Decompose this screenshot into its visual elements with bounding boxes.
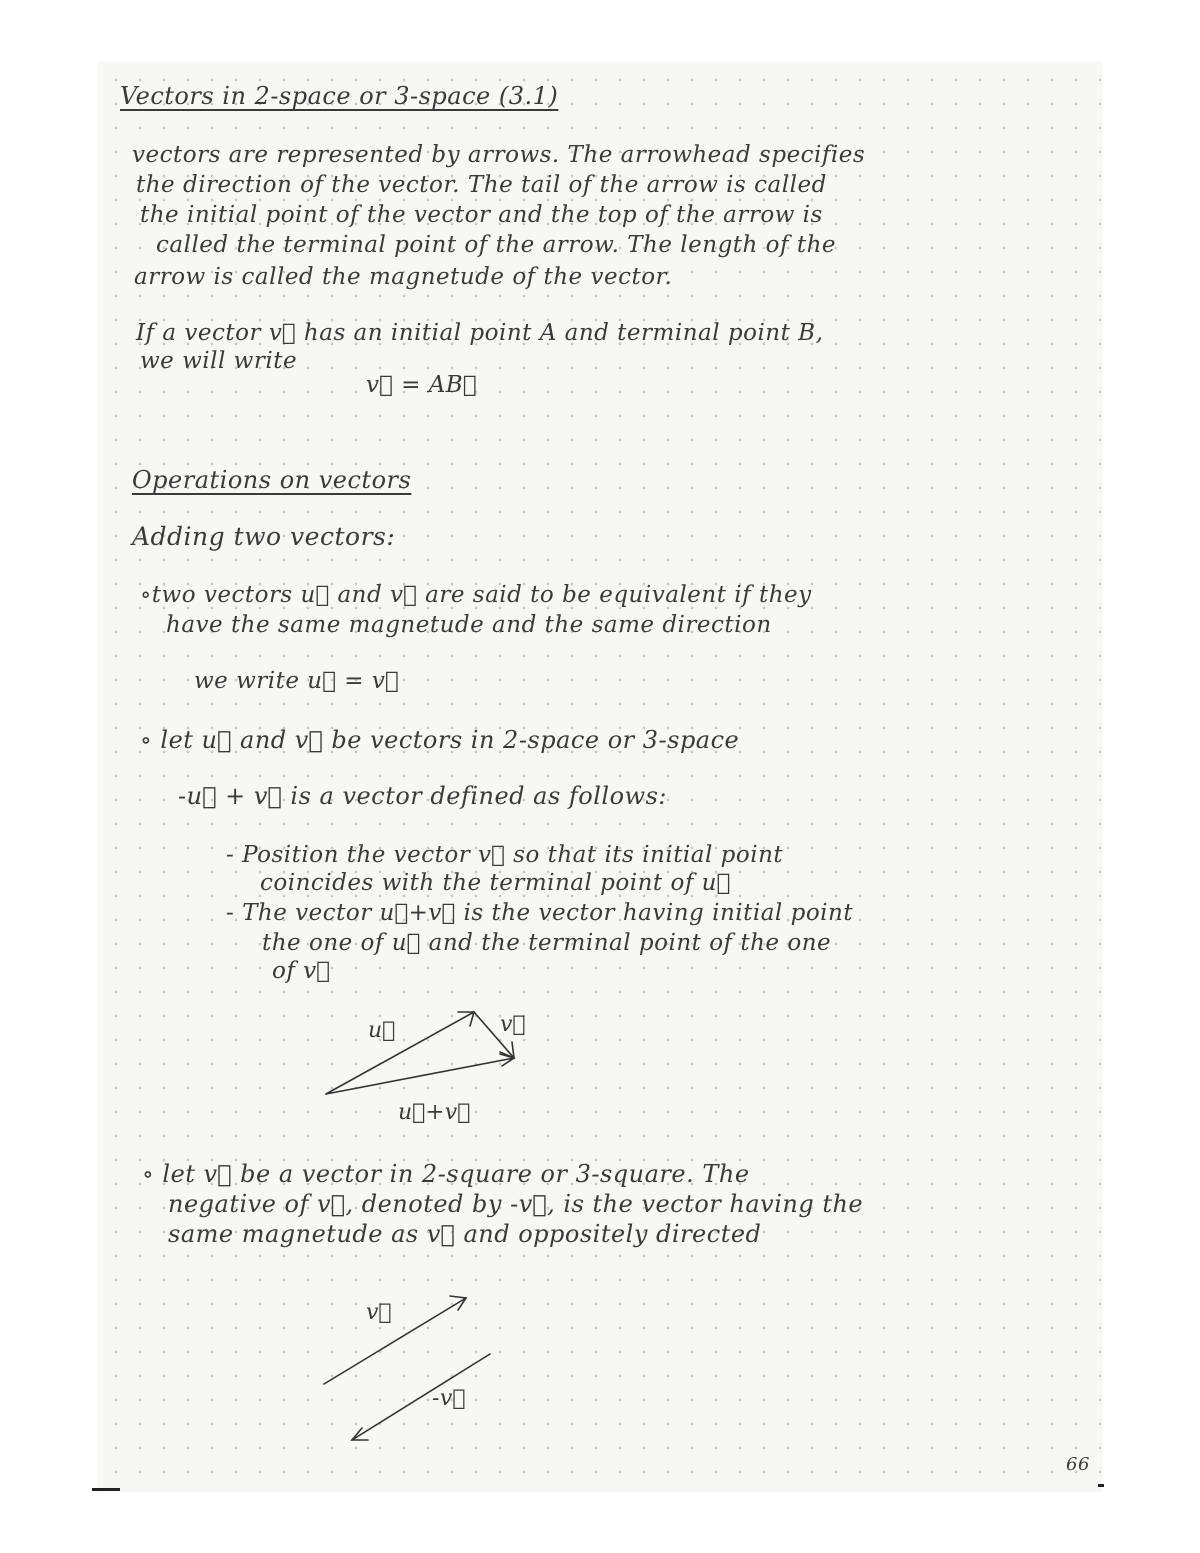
- bullet2-sub: -u⃗ + v⃗ is a vector defined as follows:: [178, 782, 667, 810]
- bullet1-line-1: ∘two vectors u⃗ and v⃗ are said to be equivalent if they: [140, 582, 812, 608]
- bullet2-line: ∘ let u⃗ and v⃗ be vectors in 2-space or 3-space: [140, 726, 740, 754]
- intro-line-5: arrow is called the magnetude of the vector.: [134, 264, 673, 290]
- operations-heading: Operations on vectors: [132, 466, 412, 494]
- page-number: 66: [1066, 1454, 1090, 1475]
- step-line-2: coincides with the terminal point of u⃗: [260, 870, 731, 896]
- v-arrow: [324, 1298, 466, 1384]
- page-title: Vectors in 2-space or 3-space (3.1): [120, 82, 559, 110]
- fig2-label-neg-v: -v⃗: [432, 1386, 467, 1411]
- fig1-label-v: v⃗: [500, 1012, 527, 1037]
- bullet3-line-1: ∘ let v⃗ be a vector in 2-square or 3-square. The: [142, 1160, 750, 1188]
- adding-heading: Adding two vectors:: [132, 522, 396, 551]
- fig1-label-sum: u⃗+v⃗: [398, 1100, 471, 1125]
- intro-line-1: vectors are represented by arrows. The arrowhead specifies: [132, 142, 866, 168]
- bullet1-write: we write u⃗ = v⃗: [194, 668, 400, 694]
- step-line-1: - Position the vector v⃗ so that its initial point: [226, 842, 784, 868]
- fig2-label-v: v⃗: [366, 1300, 393, 1325]
- intro-line-3: the initial point of the vector and the top of the arrow is: [140, 202, 823, 228]
- intro-line-4: called the terminal point of the arrow. The length of the: [156, 232, 836, 258]
- scan-corner-mark-right: [1098, 1484, 1104, 1487]
- neg-v-arrowhead: [352, 1428, 368, 1440]
- step-line-5: of v⃗: [272, 958, 331, 984]
- step-line-3: - The vector u⃗+v⃗ is the vector having initial point: [226, 900, 854, 926]
- bullet1-line-2: have the same magnetude and the same direction: [166, 612, 772, 638]
- intro-line-2: the direction of the vector. The tail of the arrow is called: [136, 172, 827, 198]
- step-line-4: the one of u⃗ and the terminal point of the one: [262, 930, 832, 956]
- neg-v-arrow: [352, 1354, 490, 1440]
- scan-corner-mark-left: [92, 1488, 120, 1491]
- bullet3-line-2: negative of v⃗, denoted by -v⃗, is the vector having the: [168, 1190, 864, 1218]
- fig1-label-u: u⃗: [368, 1018, 396, 1043]
- notation-line-2: we will write: [140, 348, 298, 374]
- bullet3-line-3: same magnetude as v⃗ and oppositely directed: [168, 1220, 762, 1248]
- notation-line-1: If a vector v⃗ has an initial point A and terminal point B,: [136, 320, 824, 346]
- notation-formula: v⃗ = AB⃗: [366, 372, 478, 398]
